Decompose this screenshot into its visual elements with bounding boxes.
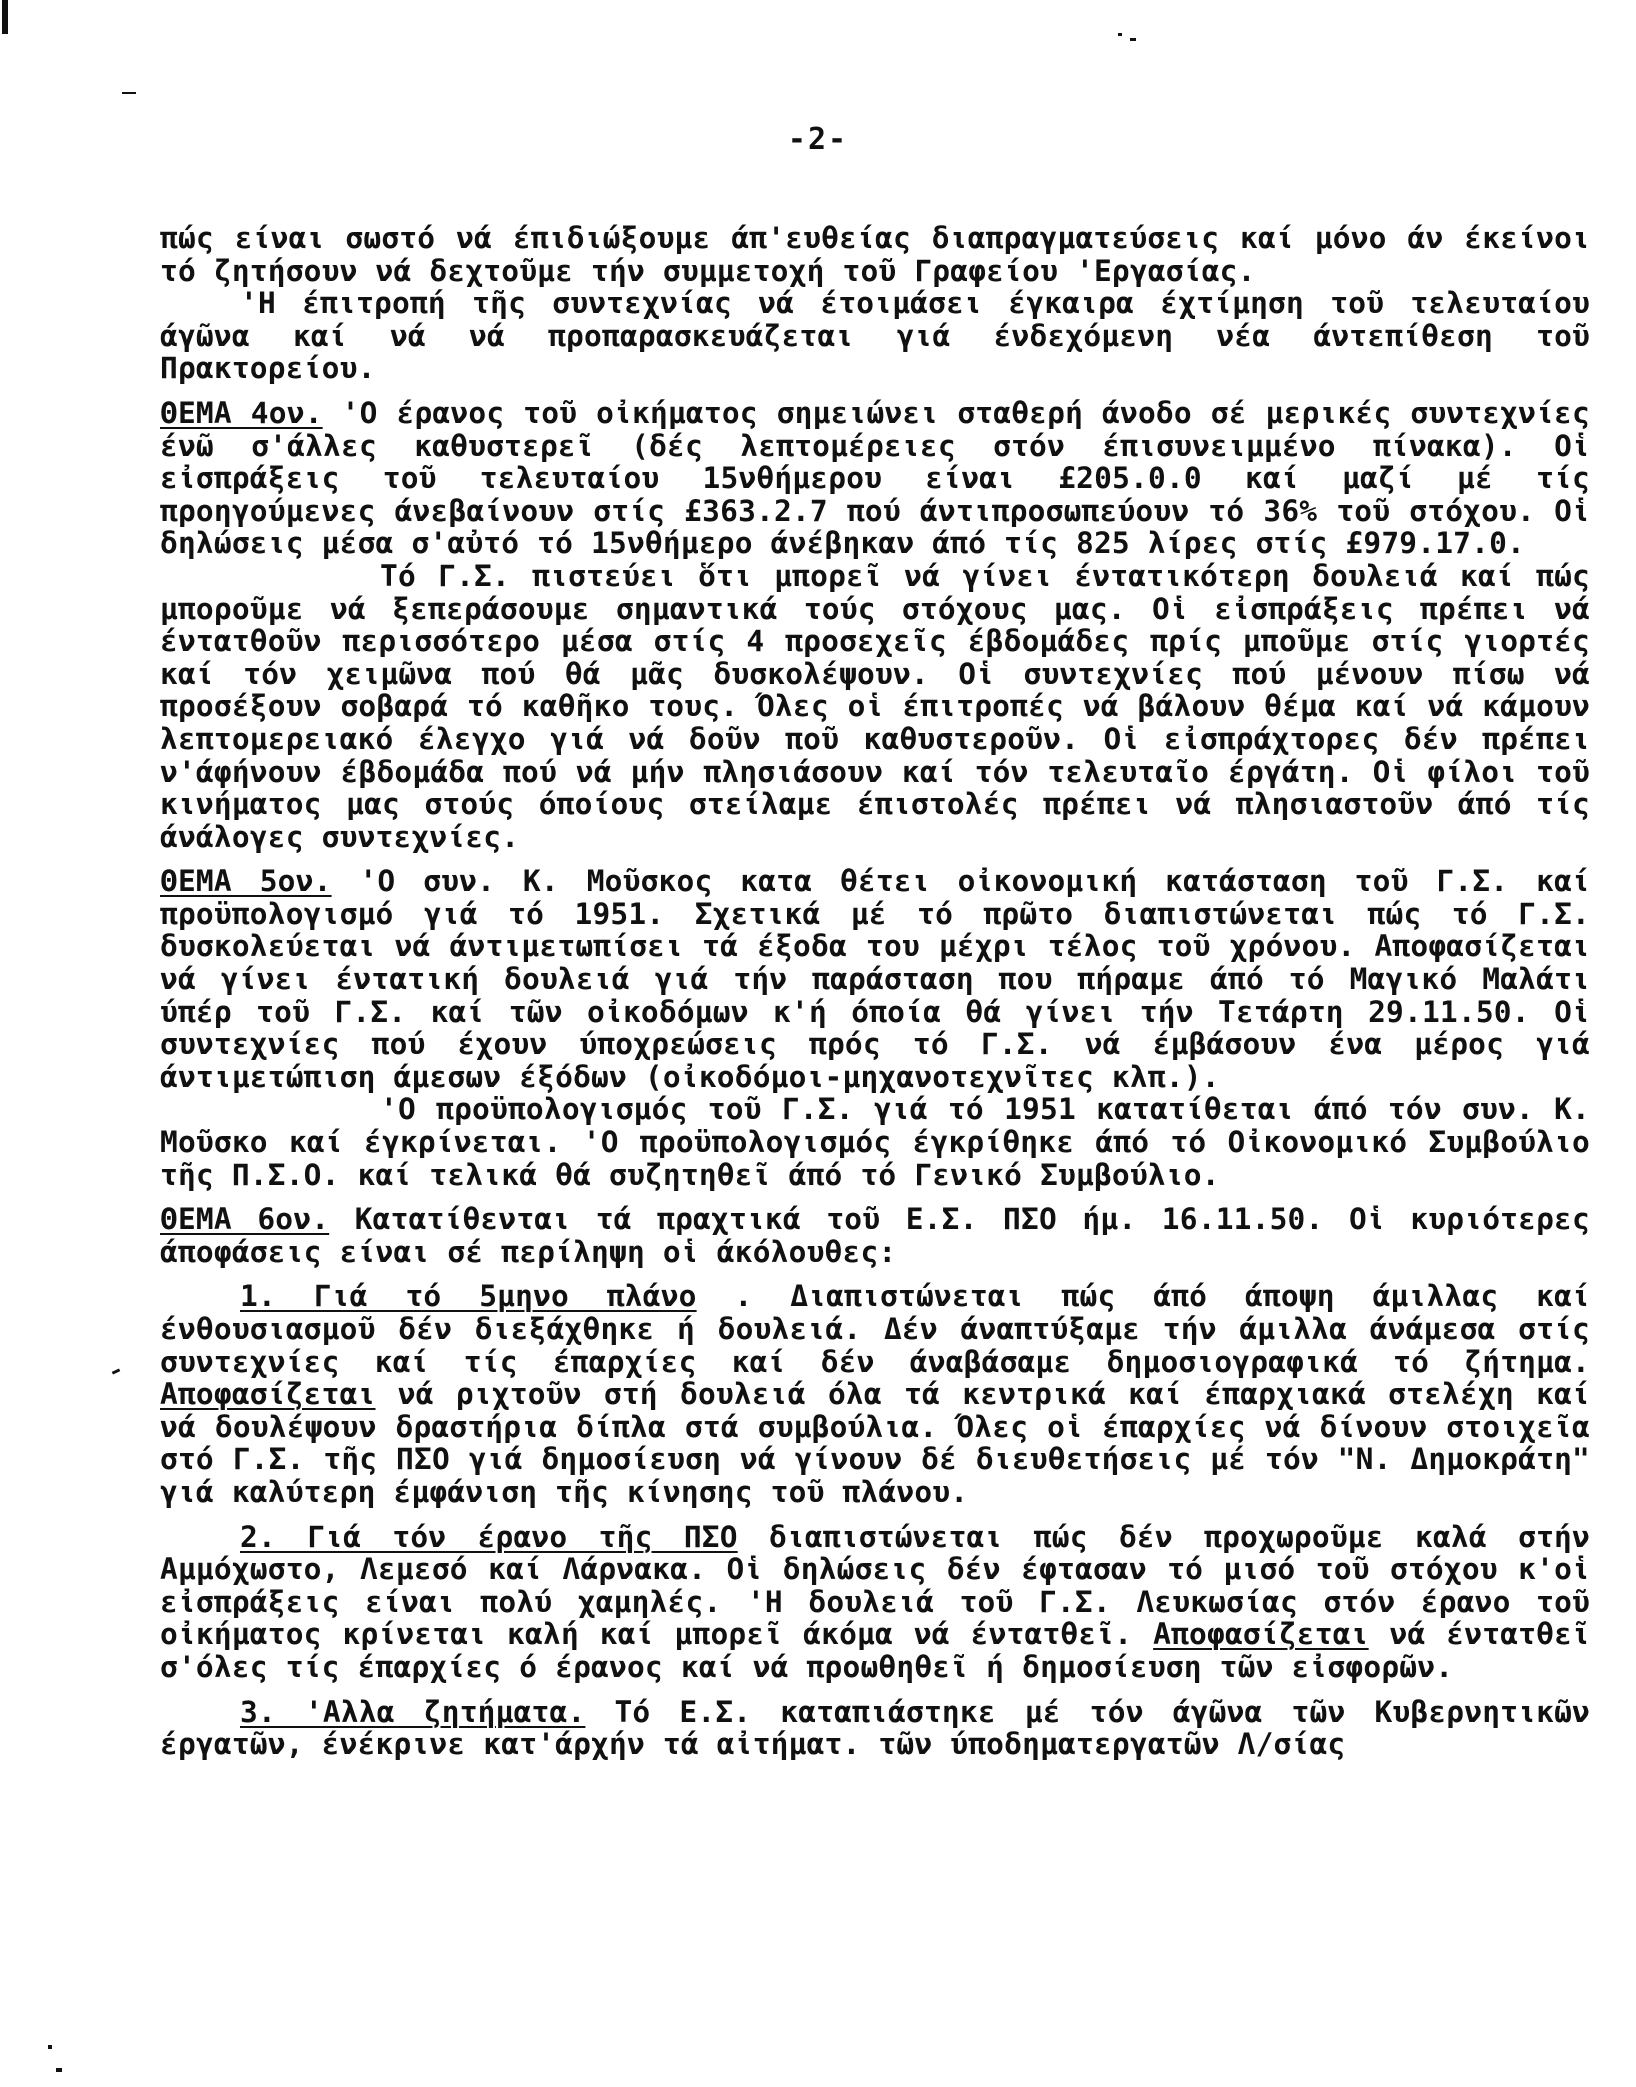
scan-artifact-mark <box>122 92 136 94</box>
scan-artifact-mark <box>48 2045 52 2049</box>
topic-4-paragraph-2: Τό Γ.Σ. πιστεύει ὅτι μπορεῖ νά γίνει έντατικότερη δουλειά καί πώς μποροῦμε νά ξεπεράσουμε σημαντικά τούς στόχους μας. Οἱ εἰσπράξεις πρέπει νά έντατθοῦν περισσότερο μέσα στίς 4 προσεχεῖς έβδομάδες πρίς μποῦμε στίς γιορτές καί τόν χειμῶνα πού θά μᾶς δυσκολέψουν. Οἱ συντεχνίες πού μένουν πίσω νά προσέξουν σοβαρά τό καθῆκο τους. Όλες οἱ έπιτροπές νά βάλουν θέμα καί νά κάμουν λεπτομερειακό έλεγχο γιά νά δοῦν ποῦ καθυστεροῦν. Οἱ εἰσπράχτορες δέν πρέπει ν'άφήνουν έβδομάδα πού νά μήν πλησιάσουν καί τόν τελευταῖο έργάτη. Οἱ φίλοι τοῦ κινήματος μας στούς όποίους στείλαμε έπιστολές πρέπει νά πλησιαστοῦν άπό τίς άνάλογες συντεχνίες. <box>160 558 1590 854</box>
scan-artifact-mark <box>56 2068 62 2072</box>
item-2-text-2: νά έντατθεῖ σ'όλες τίς έπαρχίες ό έρανος καί νά προωθηθεῖ ή δημοσίευση τῶν εἰσφορῶν. <box>160 1617 1590 1684</box>
item-3-text: Τό Ε.Σ. καταπιάστηκε μέ τόν άγῶνα τῶν Κυβερνητικῶν έργατῶν, ένέκρινε κατ'άρχήν τά αἰτήματ. τῶν ύποδηματεργατῶν Λ/σίας <box>160 1694 1590 1762</box>
item-3-paragraph <box>160 1696 1590 1761</box>
item-1-text-2: νά ριχτοῦν στή δουλειά όλα τά κεντρικά καί έπαρχιακά στελέχη καί νά δουλέψουν δραστήρια δίπλα στά συμβούλια. Όλες οἱ έπαρχίες νά δίνουν στοιχεῖα στό Γ.Σ. τῆς ΠΣΟ γιά δημοσίευση νά γίνουν δέ διευθετήσεις μέ τόν "Ν. Δημοκράτη" γιά καλύτερη έμφάνιση τῆς κίνησης τοῦ πλάνου. <box>160 1377 1590 1509</box>
topic-5-text: 'Ο συν. Κ. Μοῦσκος κατα θέτει οἰκονομική κατάσταση τοῦ Γ.Σ. καί προϋπολογισμό γιά τό 1951. Σχετικά μέ τό πρῶτο διαπιστώνεται πώς τό Γ.Σ. δυσκολεύεται νά άντιμετωπίσει τά έξοδα του μέχρι τέλος τοῦ χρόνου. Αποφασίζεται νά γίνει έντατική δουλειά γιά τήν παράσταση που πήραμε άπό τό Μαγικό Μαλάτι ύπέρ τοῦ Γ.Σ. καί τῶν οἰκοδόμων κ'ή όποία θά γίνει τήν Τετάρτη 29.11.50. Οἱ συντεχνίες πού έχουν ύποχρεώσεις πρός τό Γ.Σ. νά έμβάσουν ένα μέρος γιά άντιμετώπιση άμεσων έξόδων (οἰκοδόμοι-μηχανοτεχνῖτες κλπ.). <box>160 864 1590 1094</box>
item-1-text: . Διαπιστώνεται πώς άπό άποψη άμιλλας καί ένθουσιασμοῦ δέν διεξάχθηκε ή δουλειά. Δέν άναπτύξαμε τήν άμιλλα άνάμεσα στίς συντεχνίες καί τίς έπαρχίες καί δέν άναβάσαμε δημοσιογραφικά τό ζήτημα. <box>160 1279 1591 1379</box>
scan-artifact-mark <box>1118 33 1122 36</box>
item-1-decision: Αποφασίζεται <box>160 1377 376 1412</box>
topic-6-paragraph <box>160 1203 1590 1268</box>
item-2-paragraph <box>160 1521 1590 1684</box>
document-body <box>160 222 1590 1761</box>
item-2-heading: 2. Γιά τόν έρανο τῆς ΠΣΟ <box>240 1519 738 1554</box>
item-3-heading: 3. 'Αλλα ζητήματα. <box>240 1694 586 1729</box>
scan-artifact-mark <box>2 0 8 34</box>
topic-5-paragraph-2: 'Ο προϋπολογισμός τοῦ Γ.Σ. γιά τό 1951 κατατίθεται άπό τόν συν. Κ. Μοῦσκο καί έγκρίνεται. 'Ο προϋπολογισμός έγκρίθηκε άπό τό Οἰκονομικό Συμβούλιο τῆς Π.Σ.Ο. καί τελικά θά συζητηθεῖ άπό τό Γενικό Συμβούλιο. <box>160 1092 1590 1192</box>
topic-5-paragraph <box>160 865 1590 1093</box>
item-2-decision: Αποφασίζεται <box>1153 1617 1369 1652</box>
topic-6-heading: ΘΕΜΑ 6ον. <box>160 1202 330 1237</box>
topic-4-text: 'Ο έρανος τοῦ οἰκήματος σημειώνει σταθερή άνοδο σέ μερικές συντεχνίες ένῶ σ'άλλες καθυστερεῖ (δές λεπτομέρειες στόν έπισυνειμμένο πίνακα). Οἱ εἰσπράξεις τοῦ τελευταίου 15νθήμερου είναι £205.0.0 καί μαζί μέ τίς προηγούμενες άνεβαίνουν στίς £363.2.7 πού άντιπροσωπεύουν τό 36% τοῦ στόχου. Οἱ δηλώσεις μέσα σ'αὐτό τό 15νθήμερο άνέβηκαν άπό τίς 825 λίρες στίς £979.17.0. <box>160 395 1590 561</box>
item-1-paragraph <box>160 1280 1590 1508</box>
paragraph-committee: 'Η έπιτροπή τῆς συντεχνίας νά έτοιμάσει έγκαιρα έχτίμηση τοῦ τελευταίου άγῶνα καί νά νά προπαρασκευάζεται γιά ένδεχόμενη νέα άντεπίθεση τοῦ Πρακτορείου. <box>160 286 1590 386</box>
topic-5-heading: ΘΕΜΑ 5ον. <box>160 864 332 899</box>
topic-6-text: Κατατίθενται τά πραχτικά τοῦ Ε.Σ. ΠΣΟ ήμ. 16.11.50. Οἱ κυριότερες άποφάσεις είναι σέ περίληψη οἱ άκόλουθες: <box>160 1202 1590 1269</box>
scan-artifact-mark <box>112 1368 121 1374</box>
paragraph-continuation: πώς είναι σωστό νά έπιδιώξουμε άπ'ευθείας διαπραγματεύσεις καί μόνο άν έκείνοι τό ζητήσουν νά δεχτοῦμε τήν συμμετοχή τοῦ Γραφείου 'Εργασίας. <box>160 221 1590 288</box>
scan-artifact-mark <box>1130 38 1136 41</box>
topic-4-heading: ΘΕΜΑ 4ον. <box>160 395 323 430</box>
topic-4-paragraph <box>160 397 1590 560</box>
item-1-heading: 1. Γιά τό 5μηνο πλάνο <box>240 1279 697 1314</box>
page-number: -2- <box>787 122 849 157</box>
item-2-text: διαπιστώνεται πώς δέν προχωροῦμε καλά στήν Αμμόχωστο, Λεμεσό καί Λάρνακα. Οἱ δηλώσεις δέν έφτασαν τό μισό τοῦ στόχου κ'οἱ εἰσπράξεις είναι πολύ χαμηλές. 'Η δουλειά τοῦ Γ.Σ. Λευκωσίας στόν έρανο τοῦ οἰκήματος κρίνεται καλή καί μπορεῖ άκόμα νά έντατθεῖ. <box>160 1519 1590 1652</box>
